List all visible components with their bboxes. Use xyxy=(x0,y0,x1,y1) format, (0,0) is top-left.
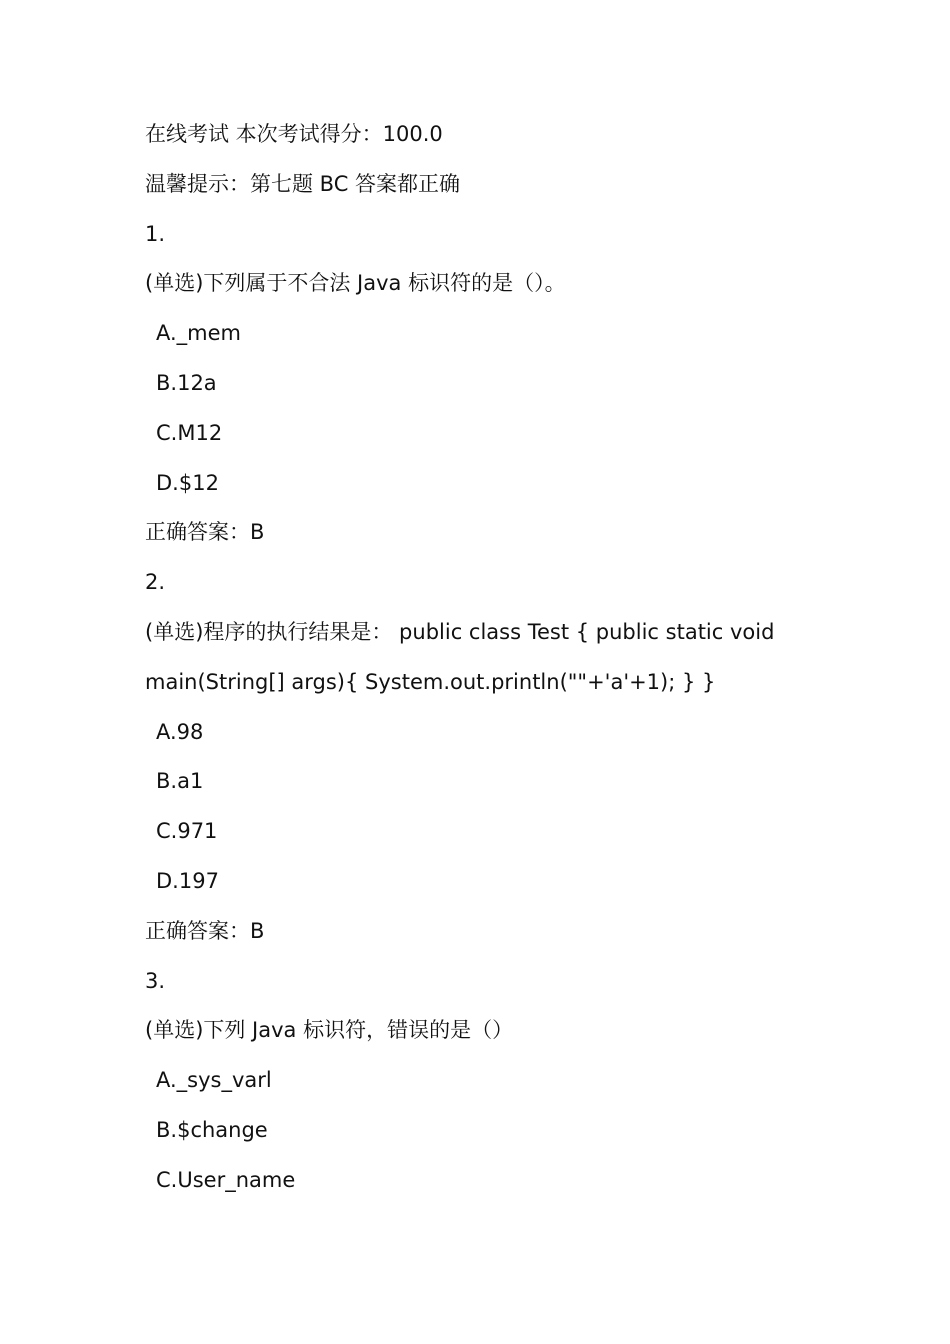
option-a: A._sys_varl xyxy=(156,1068,272,1093)
question-stem: (单选)下列属于不合法 Java 标识符的是（）。 xyxy=(145,271,566,296)
correct-answer: 正确答案：B xyxy=(145,520,265,545)
option-c: C.971 xyxy=(156,819,218,844)
exam-title: 在线考试 本次考试得分：100.0 xyxy=(145,122,443,146)
option-d: D.197 xyxy=(156,868,219,893)
option-c: C.User_name xyxy=(156,1167,296,1192)
question-number: 2. xyxy=(145,570,166,595)
question-stem: (单选)程序的执行结果是： public class Test { public static void xyxy=(145,619,775,644)
option-c: C.M12 xyxy=(156,420,223,445)
question-number: 3. xyxy=(145,968,166,993)
option-b: B.$change xyxy=(156,1117,268,1142)
question-number: 1. xyxy=(145,221,166,246)
option-b: B.a1 xyxy=(156,769,204,794)
option-b: B.12a xyxy=(156,370,217,395)
question-stem-continued: main(String[] args){ System.out.println(""+'a'+1); } } xyxy=(145,669,716,694)
question-stem: (单选)下列 Java 标识符，错误的是（） xyxy=(145,1018,514,1043)
option-d: D.$12 xyxy=(156,470,219,495)
exam-tip: 温馨提示：第七题 BC 答案都正确 xyxy=(145,171,461,196)
option-a: A.98 xyxy=(156,719,204,744)
exam-document xyxy=(145,110,805,1206)
option-a: A._mem xyxy=(156,321,242,346)
correct-answer: 正确答案：B xyxy=(145,918,265,943)
